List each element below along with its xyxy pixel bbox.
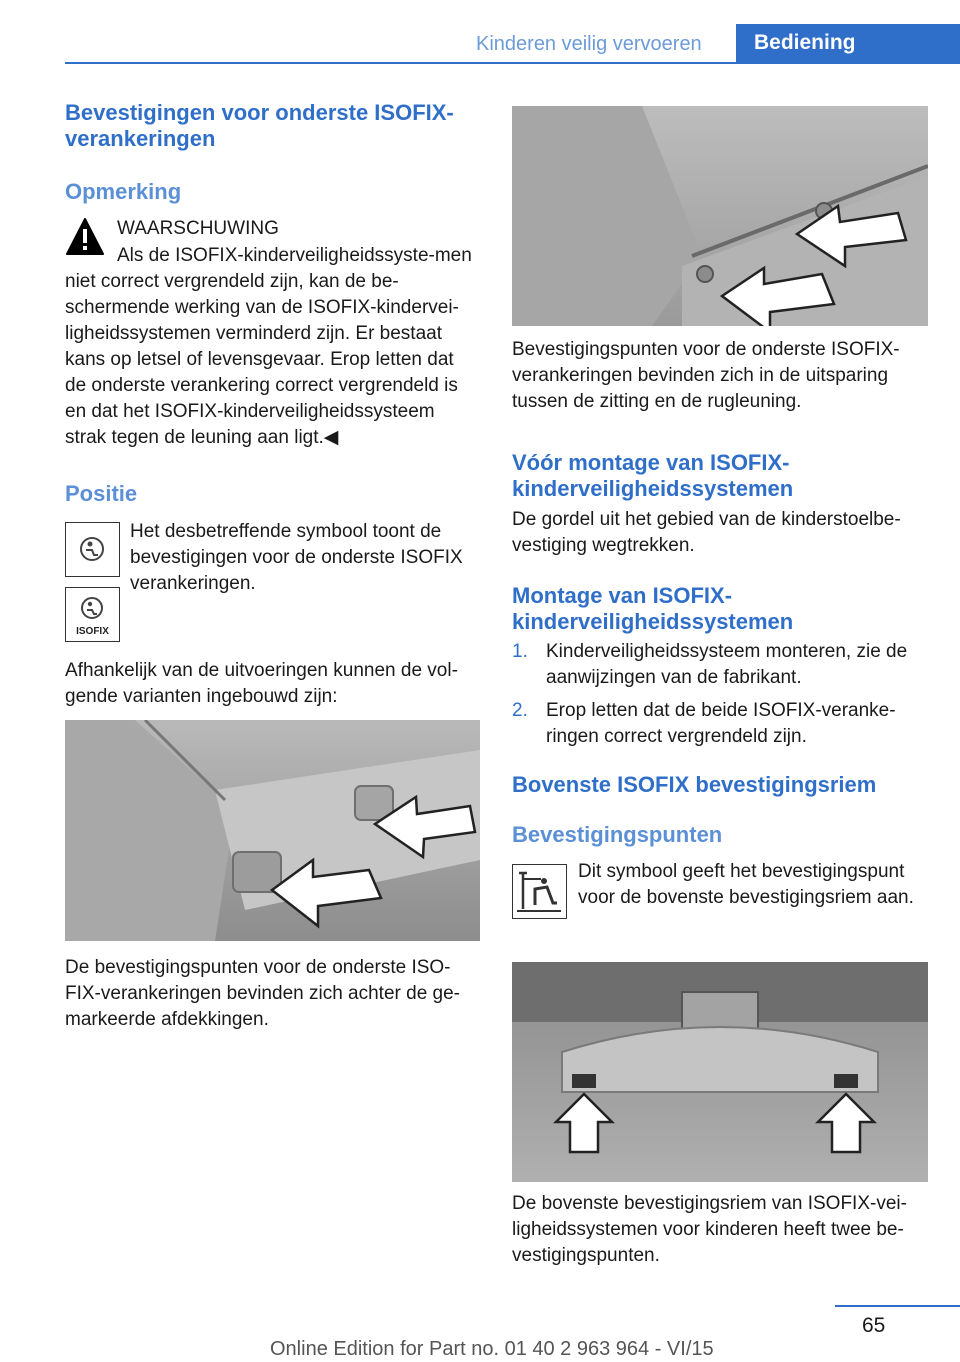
seat-gap-anchors-photo: [512, 106, 928, 326]
top-tether-heading: Bovenste ISOFIX bevestigingsriem: [512, 772, 877, 797]
anchor-points-heading: Bevestigingspunten: [512, 822, 723, 847]
isofix-lower-anchor-heading: Bevestigingen voor onderste ISOFIX-verankeringen: [65, 100, 454, 151]
right-photo2-caption: De bovenste bevestigingsriem van ISOFIX-vei-ligheidssystemen voor kinderen heeft twee be-vestigingspunten.: [512, 1193, 907, 1266]
child-seat-icon: [65, 522, 120, 577]
left-column: [65, 100, 480, 152]
warning-text: Als de ISOFIX-kinderveiligheidssyste-men niet correct vergrendeld zijn, kan de be-schermende werking van de ISOFIX-kindervei-ligheidssystemen verminderd zijn. Er bestaat kans op letsel of levensgevaar. Erop letten dat de onderste verankering correct vergrendeld is en dat het ISOFIX-kinderveiligheidssysteem strak tegen de leuning aan ligt.◀: [65, 245, 472, 448]
isofix-icon-label: ISOFIX: [76, 626, 109, 637]
right-photo-caption: Bevestigingspunten voor de onderste ISOFIX-verankeringen bevinden zich in de uitsparing tussen de zitting en de rugleuning.: [512, 339, 900, 412]
top-tether-icon: [512, 864, 567, 919]
warning-title: WAARSCHUWING: [117, 218, 279, 239]
position-text: Het desbetreffende symbool toont de bevestigingen voor de onderste ISOFIX verankeringen.: [130, 521, 463, 594]
step-item: [512, 639, 928, 691]
left-photo-caption: De bevestigingspunten voor de onderste ISO-FIX-verankeringen bevinden zich achter de ge-markeerde afdekkingen.: [65, 957, 461, 1030]
isofix-symbol-icon: [65, 587, 120, 642]
note-heading: Opmerking: [65, 179, 182, 204]
rear-shelf-anchors-photo: [512, 962, 928, 1182]
running-header-section: Kinderen veilig vervoeren: [476, 33, 702, 55]
before-mounting-heading: Vóór montage van ISOFIX-kinderveiligheidssystemen: [512, 450, 794, 501]
step-number: 2.: [512, 700, 528, 721]
mounting-heading: Montage van ISOFIX-kinderveiligheidssystemen: [512, 583, 794, 634]
before-mounting-text: De gordel uit het gebied van de kinderstoelbe-vestiging wegtrekken.: [512, 509, 901, 556]
step-number: 1.: [512, 641, 528, 662]
rear-seat-covers-photo: [65, 720, 480, 941]
header-rule: [65, 62, 960, 64]
footer-rule: [835, 1305, 960, 1307]
variants-text: Afhankelijk van de uitvoeringen kunnen de vol-gende varianten ingebouwd zijn:: [65, 660, 458, 707]
step-item: [512, 698, 928, 750]
position-heading: Positie: [65, 481, 138, 506]
step-text: Kinderveiligheidssysteem monteren, zie de aanwijzingen van de fabrikant.: [546, 641, 908, 688]
anchor-points-text: Dit symbool geeft het bevestigingspunt voor de bovenste bevestigingsriem aan.: [578, 861, 914, 908]
mounting-steps-list: [512, 639, 928, 757]
step-text: Erop letten dat de beide ISOFIX-veranke-ringen correct vergrendeld zijn.: [546, 700, 896, 747]
edition-footer: Online Edition for Part no. 01 40 2 963 964 - VI/15: [270, 1338, 714, 1360]
running-header-chapter-tab: Bediening: [736, 24, 960, 62]
page-number: 65: [862, 1314, 886, 1337]
